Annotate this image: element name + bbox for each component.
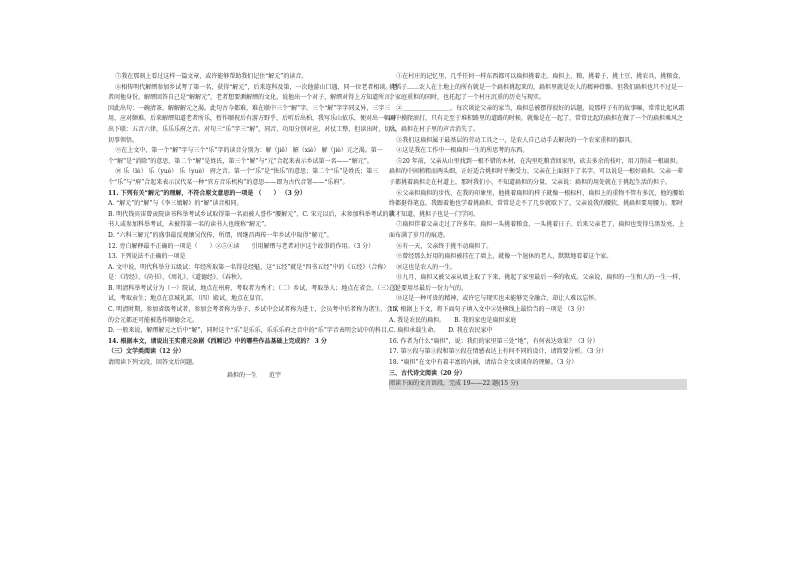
left-column-paragraph: 13. 下列说法不正确的一项是 bbox=[108, 253, 186, 261]
left-column-paragraph: 14. 根据本文，请说出王实甫元杂剧《西厢记》中的哪些作品基础上完成的？ 3 分 bbox=[108, 337, 327, 345]
right-column-paragraph: ⑨曾经那么好用的扁担被挂在了墙上，就像一个退休的老人，默默地看着这个家。 bbox=[396, 253, 613, 261]
left-column-paragraph: （三）文学类阅读（12 分） bbox=[108, 348, 185, 356]
left-column-paragraph: ⑩ 乐（lè） 乐（yuè） 乐（yuè） 府之音。第一个“乐”是“快乐”的意思；第二个“乐”是姓氏；第三个“乐”与“府”合起来表示汉代某一种“官方音乐机构”的意思——即为古代音署——“乐府”。 bbox=[108, 168, 379, 186]
right-column-paragraph: A. 我是农民的扁担。 B. 我的家也是扁担家庭 bbox=[389, 316, 517, 324]
right-column-paragraph: ⑦扁担伴着父亲走过了许多年。扁担一头挑着粮食，一头挑着日子。后来父亲老了，扁担也变得乌黑发亮，上面布满了岁月的痕迹。 bbox=[389, 221, 685, 239]
right-column-paragraph: ⑩这也是农人的一生。 bbox=[396, 263, 457, 271]
right-column-paragraph: 15. 根据上下文，将下面句子填入文中②处横线上最恰当的一项是 （3 分） bbox=[389, 306, 589, 314]
right-column-paragraph: ⑧有一天，父亲终于挑不动扁担了。 bbox=[396, 242, 493, 250]
left-column-paragraph: B. 明代钱宾宙曾贡院读书科举考试乡试取得第一名而被人誉作“腰解元”，C. 宋元以后，未参加科举考试的读书人或参加科举考试，未被得第一名的读书人也统称“解元”。 bbox=[108, 210, 395, 229]
right-column-paragraph: ⑫这是一种可贵的精神，或许它与现实也未能够完全融合，却让人难以忘怀。 bbox=[396, 295, 601, 303]
right-column-paragraph: 17. 第⑨段与第③段和第⑨段在情感表达上有何不同的设计，请简要分析。（3 分） bbox=[389, 348, 608, 356]
right-column-paragraph: 18. “扁担”在文中有着丰富的内涵，请结合全文谈谈你的理解。（3 分） bbox=[389, 359, 578, 367]
right-column bbox=[389, 72, 687, 390]
right-column-paragraph: ④这是我在工作中一根扁担一生的所思考的东西。 bbox=[396, 147, 529, 155]
right-column-paragraph: ⑤20 年前，父亲从山里找到一根不错的木材，在沟里吃粮背回家里，砍去多余的枝叶，用刀削成一根扁担。扁担的中间稍粗而两头细，正好适合挑担时平衡受力，父亲在上面刻下了名字，可以说是一根好扁担。父亲一辈子都挑着扁担走在村道上，那时我们小，不知道扁担的分量，父亲说：扁担的用处就在于挑起生活的担子。 bbox=[389, 157, 684, 186]
right-column-paragraph: 16. 作者为什么“扁担”，说：我们的家里第三处“地”，有何表达效果？（3 分） bbox=[389, 337, 599, 345]
right-column-paragraph: ①在村庄的记忆里，几乎任何一样东西都可以扁担挑着走。扁担上、粮，挑着子，挑土豆，挑农具，挑粮食，挑稻子……农人在土地上的所有就是一个扁担挑起来的，扁担里就是农人的精神骨骼。但我们扁担也只不过是一个家庭重担的同时，也托起了一个村庄沉重的历史与现实。 bbox=[389, 73, 685, 102]
left-column-paragraph: ⑨在上文中，第一个“解”字与三个“乐”字的读音分别为：解（jiě） 解（xiè） 解（jiè）元之渴。第一个“解”是“消除”的意思，第二个“解”是姓氏，第三个“解”与“元”合起来表示乡试第一名——“解元”。 bbox=[108, 147, 383, 165]
left-column-paragraph: A. “解元”的“解”与《李三娘解》的“解”读音相同。 bbox=[108, 200, 243, 208]
left-column-paragraph: A. 文中说，明代科举分五级试：年经所取第一名得是经魁，这“五经”就是“四书五经”中的《五经》（合称）是：《诗经》、《尚书》、《周礼》、《道德经》、《春秋》。 bbox=[108, 263, 390, 282]
left-column-paragraph: D. 一般来说，解缙解元之后中“解”，同时这个“乐”是乐乐，乐乐乐府之音中的“乐”字音表明会试中的科目。 bbox=[108, 327, 393, 335]
left-column-paragraph: 12. 旁白解释最不正确的一项是（ ）②⑤④读 引用解缙与老者对序这个故事的作用。（3 分） bbox=[108, 242, 375, 250]
right-column-paragraph: 三、古代诗文阅读（20 分） bbox=[389, 369, 466, 377]
right-column-paragraph: ⑪九月，扁担又被父亲从墙上取了下来，挑起了家里最后一季的收成。父亲说，扁担的一生和人的一生一样，总是要用尽最后一份力气的。 bbox=[389, 274, 685, 292]
left-column-paragraph: B. 明清科举考试分为（一）院试，地点在州府，考取者为秀才；（二）乡试，考取举人；地点在省会。（三）会试，考取贡生；地点在京城礼部，（四）殿试，地点在皇宫。 bbox=[108, 284, 399, 303]
right-column-paragraph: ②＿＿＿＿＿＿＿＿。每次谈论父亲的家当，扁担总被摆得很好的话题，说那样子有的故事嘛，常常比起风霜雨中摸爬滚打，只有走至于堆积路里的道路的时候，就像是在一起了，常常比起的扁担在做了一个的扁担乘风之后，扁担在村子里的声音消失了。 bbox=[389, 104, 685, 133]
right-column-paragraph: ⑥父亲担扁担的步伐，在我的印象里，他挑着扁担的样子就像一根标杆，扁担上的重物不管有多沉，他的腰始终都挺得笔直。我跟着他也学着挑扁担，常常是走不了几步就歇下了，父亲说我的腰软，挑扁担要用腰力。那时我才知道，挑担子也是一门学问。 bbox=[389, 189, 685, 218]
left-column bbox=[108, 72, 400, 381]
right-column-paragraph: 阅读下面的文言语段，完成 19——22 题(15 分) bbox=[389, 379, 687, 390]
left-column-paragraph: 11. 下列有关“解元”的理解，不符合原文意思的一项是 （ ） （3 分） bbox=[108, 189, 306, 197]
left-column-paragraph: C. 明清时期，参加省级考试者，参加会考者称为举子，乡试中会试者称为进士，会员考中后者称为诸生，会试的会元都还可能被选作顺德会元。 bbox=[108, 306, 399, 324]
right-column-paragraph: ③我们这扁担属于最基层的劳动工具之一，是农人自己动手去解决的一个农家重担的器具。 bbox=[396, 136, 637, 144]
left-column-paragraph: D. “六科三解元”的盛事最反观镶吴伐传，所谓，周继昌再传一年乡试中取得“解元”。 bbox=[108, 231, 333, 239]
right-column-paragraph: C. 扁担承载生命。 D. 我在农民家中 bbox=[389, 327, 493, 335]
left-column-paragraph: ⑦我在那刻上看过这样一篇文章，或许能够帮助我们记住“解元”的读音。 bbox=[115, 73, 308, 80]
left-column-paragraph: 请阅读下列文段，回答文后问题。 bbox=[108, 359, 199, 367]
article-title: 扁担的一生 范宇 bbox=[226, 371, 281, 379]
left-column-paragraph: ⑧相传明代解缙参加乡试考了第一名，获得“解元”，后来连科及第，一次他游山口遇，同一位老者相谈。老者问他身份，解缙回答自己是“解解元”，老者想要测解缙的文化，说他出一个对子，解缙对得上方知道所言。因此出句：一碗清茶，解解解元之渴。此句古今都难，难在联中三个“解”字。三个“解”字字同义异，三字三用，应对颇难。后来解缙知道老者所乐，暂作顺祝后有游方野乎，后听后出柏，我写乐山依乐，便对出一幅对出下联：五音六律，乐乐乐府之音。对句三“乐”字三“解”，同音，功用分别对应，对仗工整，但读出时，切入切事领悟。 bbox=[108, 83, 398, 144]
